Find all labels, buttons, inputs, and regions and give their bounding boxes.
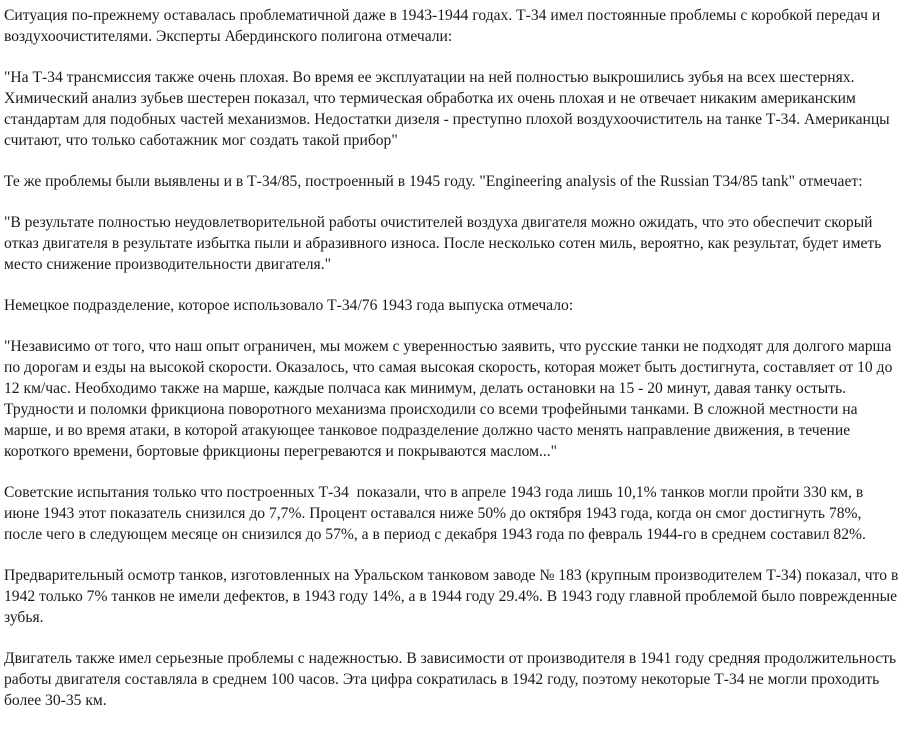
paragraph-intro-aberdeen: Ситуация по-прежнему оставалась проблематичной даже в 1943-1944 годах. Т-34 имел постоянные проблемы с коробкой передач и воздухоочистителями. Эксперты Абердинского полигона отмечали: [4,7,885,45]
paragraph-quote-german-unit: "Независимо от того, что наш опыт ограничен, мы можем с уверенностью заявить, что русские танки не подходят для долгого марша по дорогам и езды на высокой скорости. Оказалось, что самая высокая скорость, которая может быть достигнута, составляет от 10 до 12 км/час. Необходимо также на марше, каждые полчаса как минимум, делать остановки на 15 - 20 минут, давая танку остыть. Трудности и поломки фрикциона поворотного механизма происходили со всеми трофейными танками. В сложной местности на марше, и во время атаки, в которой атакующее танковое подразделение должно часто менять направление движения, в течение короткого времени, бортовые фрикционы перегреваются и покрываются маслом..." [4,338,897,460]
paragraph-quote-t3485-airfilters: "В результате полностью неудовлетворительной работы очистителей воздуха двигателя можно ожидать, что это обеспечит скорый отказ двигателя в результате избытка пыли и абразивного износа. После несколько сотен миль, вероятно, как результат, будет иметь место снижение производительности двигателя." [4,214,886,273]
paragraph-factory-183-inspection: Предварительный осмотр танков, изготовленных на Уральском танковом заводе № 183 (крупным производителем Т-34) показал, что в 1942 только 7% танков не имели дефектов, в 1943 году 14%, а в 1944 году 29.4%. В 1943 году главной проблемой было поврежденные зубья. [4,567,903,626]
paragraph-intro-t3485: Те же проблемы были выявлены и в Т-34/85, построенный в 1945 году. "Engineering analysis of the Russian T34/85 tank" отмечает: [4,173,863,190]
paragraph-intro-german-unit: Немецкое подразделение, которое использовало Т-34/76 1943 года выпуска отмечало: [4,297,574,314]
paragraph-quote-aberdeen-transmission: "На Т-34 трансмиссия также очень плохая. Во время ее эксплуатации на ней полностью выкрошились зубья на всех шестернях. Химический анализ зубьев шестерен показал, что термическая обработка их очень плохая и не отвечает никаким американским стандартам для подобных частей механизмов. Недостатки дизеля - преступно плохой воздухоочиститель на танке Т-34. Американцы считают, что только саботажник мог создать такой прибор" [4,69,894,149]
paragraph-soviet-trials-statistics: Советские испытания только что построенных Т-34 показали, что в апреле 1943 года лишь 10,1% танков могли пройти 330 км, в июне 1943 этот показатель снизился до 7,7%. Процент оставался ниже 50% до октября 1943 года, когда он смог достигнуть 78%, после чего в следующем месяце он снизился до 57%, а в период с декабря 1943 года по февраль 1944-го в среднем составил 82%. [4,484,868,543]
paragraph-engine-reliability: Двигатель также имел серьезные проблемы с надежностью. В зависимости от производителя в 1941 году средняя продолжительность работы двигателя составляла в среднем 100 часов. Эта цифра сократилась в 1942 году, поэтому некоторые Т-34 не могли проходить более 30-35 км. [4,650,901,709]
